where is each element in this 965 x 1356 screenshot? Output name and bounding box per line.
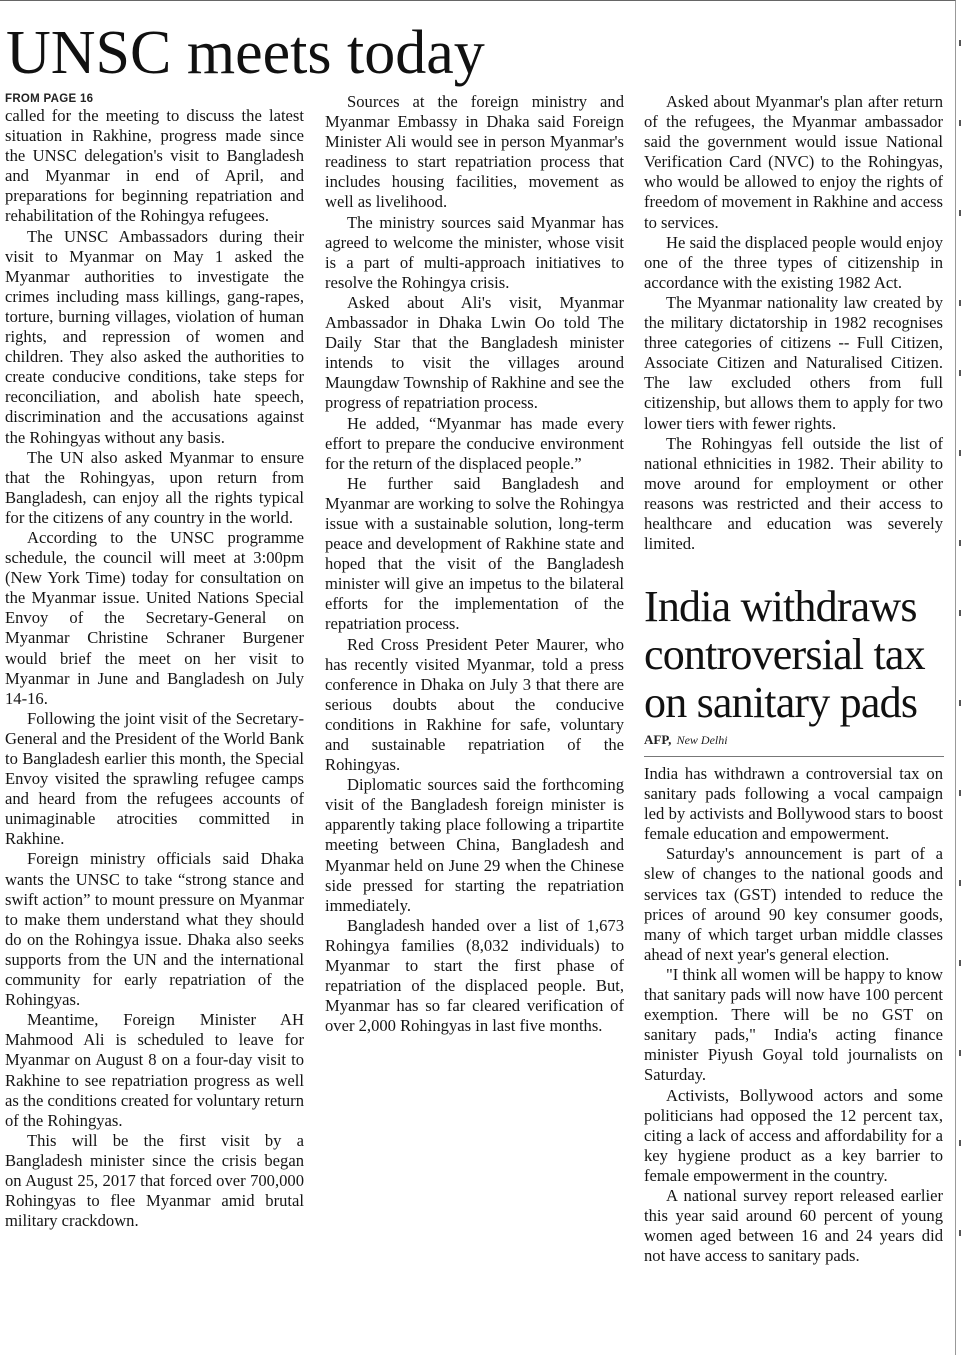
paragraph: India has withdrawn a controversial tax on sanitary pads following a vocal campaign led by activists and Bollywood stars to boost female education and empowerment. (644, 764, 943, 844)
paragraph: The ministry sources said Myanmar has agreed to welcome the minister, whose visit is a part of multi-approach initiatives to resolve the Rohingya crisis. (325, 212, 624, 292)
paragraph: Sources at the foreign ministry and Myanmar Embassy in Dhaka said Foreign Minister Ali would see in person Myanmar's readiness to start repatriation process that includes housing facilities, movement as well as livelihood. (325, 92, 624, 212)
paragraph: Bangladesh handed over a list of 1,673 Rohingya families (8,032 individuals) to Myanmar to start the first phase of repatriation of the displaced people. But, Myanmar has so far cleared verification of over 2,000 Rohingyas in last five months. (325, 915, 624, 1036)
paragraph: According to the UNSC programme schedule, the council will meet at 3:00pm (New York Time) today for consultation on the Myanmar issue. United Nations Special Envoy of the Secretary-General on Myanmar Christine Schraner Burgener would brief the meet on her visit to Myanmar in June and Bangladesh on July 14-16. (5, 527, 304, 708)
paragraph: The UNSC Ambassadors during their visit to Myanmar on May 1 asked the Myanmar authorities to investigate the crimes including mass killings, gang-rapes, torture, burning villages, violation of human rights, and repression of women and children. They also asked the authorities to create conducive conditions, take steps for reconciliation, and abolish hate speech, discrimination and the accusations against the Rohingyas without any basis. (5, 226, 304, 447)
main-story-column-3 (644, 92, 943, 554)
second-story-body (644, 764, 943, 1266)
paragraph: Foreign ministry officials said Dhaka wants the UNSC to take “strong stance and swift action” to mount pressure on Myanmar to make them understand what they should do on the Rohingya issue. Dhaka also seeks supports from the UN and the international community for early repatriation of the Rohingyas. (5, 849, 304, 1010)
paragraph: Activists, Bollywood actors and some politicians had opposed the 12 percent tax, citing a lack of access and affordability for a key hygiene product as a key barrier to female empowerment in the country. (644, 1085, 943, 1185)
paragraph: Meantime, Foreign Minister AH Mahmood Ali is scheduled to leave for Myanmar on August 8 on a four-day visit to Rakhine to see repatriation progress as well as the conditions created for voluntary return of the Rohingyas. (5, 1010, 304, 1130)
paragraph: Diplomatic sources said the forthcoming visit of the Bangladesh foreign minister is apparently taking place following a tripartite meeting between China, Bangladesh and Myanmar held on June 29 when the Chinese side pressed for starting the repatriation immediately. (325, 775, 624, 915)
paragraph: Following the joint visit of the Secretary-General and the President of the World Bank to Bangladesh earlier this month, the Special Envoy visited the sprawling refugee camps and heard from the refugees accounts of unimaginable atrocities committed in Rakhine. (5, 708, 304, 849)
paragraph: The Rohingyas fell outside the list of national ethnicities in 1982. Their ability to move around for employment or other reasons was restricted and their access to healthcare and education was severely limited. (644, 433, 943, 554)
adjacent-page-edge (957, 0, 965, 1356)
paragraph: called for the meeting to discuss the latest situation in Rakhine, progress made since the UNSC delegation's visit to Bangladesh and Myanmar in end of April, and preparations for beginning repatriation and rehabilitation of the Rohingya refugees. (5, 106, 304, 226)
paragraph: He said the displaced people would enjoy one of the three types of citizenship in accordance with the existing 1982 Act. (644, 232, 943, 292)
second-headline: India withdraws controversial tax on sanitary pads (644, 582, 925, 727)
paragraph: Red Cross President Peter Maurer, who has recently visited Myanmar, told a press conference in Dhaka on July 3 that there are serious doubts about the conducive conditions in Rakhine for safe, voluntary and sustainable repatriation of the Rohingyas. (325, 634, 624, 775)
paragraph: Saturday's announcement is part of a slew of changes to the national goods and services tax (GST) intended to reduce the prices of around 90 key consumer goods, many of which target urban middle classes ahead of next year's general election. (644, 844, 943, 964)
byline-agency: AFP, (644, 732, 672, 747)
paragraph: Asked about Myanmar's plan after return of the refugees, the Myanmar ambassador said the government would issue National Verification Card (NVC) to the Rohingyas, who would be allowed to enjoy the rights of freedom of movement in Rakhine and access to services. (644, 92, 943, 232)
byline (644, 732, 728, 748)
paragraph: He added, “Myanmar has made every effort to prepare the conducive environment for the return of the displaced people.” (325, 413, 624, 473)
main-story-column-2 (325, 92, 624, 1036)
continuation-label: FROM PAGE 16 (5, 93, 94, 105)
paragraph: "I think all women will be happy to know that sanitary pads will now have 100 percent exemption. There will be no GST on sanitary pads," India's acting finance minister Piyush Goyal told journalists on Saturday. (644, 964, 943, 1085)
byline-place: New Delhi (676, 733, 728, 747)
paragraph: He further said Bangladesh and Myanmar are working to solve the Rohingya issue with a sustainable solution, long-term peace and development of Rakhine state and hoped that the visit of the Bangladesh minister will give an impetus to the bilateral efforts for the implementation of the repatriation process. (325, 473, 624, 634)
byline-rule (644, 756, 944, 757)
paragraph: A national survey report released earlier this year said around 60 percent of young women aged between 16 and 24 years did not have access to sanitary pads. (644, 1185, 943, 1266)
paragraph: Asked about Ali's visit, Myanmar Ambassador in Dhaka Lwin Oo told The Daily Star that the Bangladesh minister intends to visit the villages around Maungdaw Township of Rakhine and see the progress of repatriation process. (325, 292, 625, 413)
paragraph: The UN also asked Myanmar to ensure that the Rohingyas, upon return from Bangladesh, can enjoy all the rights typical for the citizens of any country in the world. (5, 447, 304, 527)
paragraph: This will be the first visit by a Bangladesh minister since the crisis began on August 25, 2017 that forced over 700,000 Rohingyas to flee Myanmar amid brutal military crackdown. (5, 1130, 304, 1231)
main-headline: UNSC meets today (6, 19, 485, 87)
paragraph: The Myanmar nationality law created by the military dictatorship in 1982 recognises three categories of citizens -- Full Citizen, Associate Citizen and Naturalised Citizen. The law excluded others from full citizenship, but allows them to apply for two lower tiers with fewer rights. (644, 292, 943, 433)
main-story-column-1 (5, 92, 304, 1231)
